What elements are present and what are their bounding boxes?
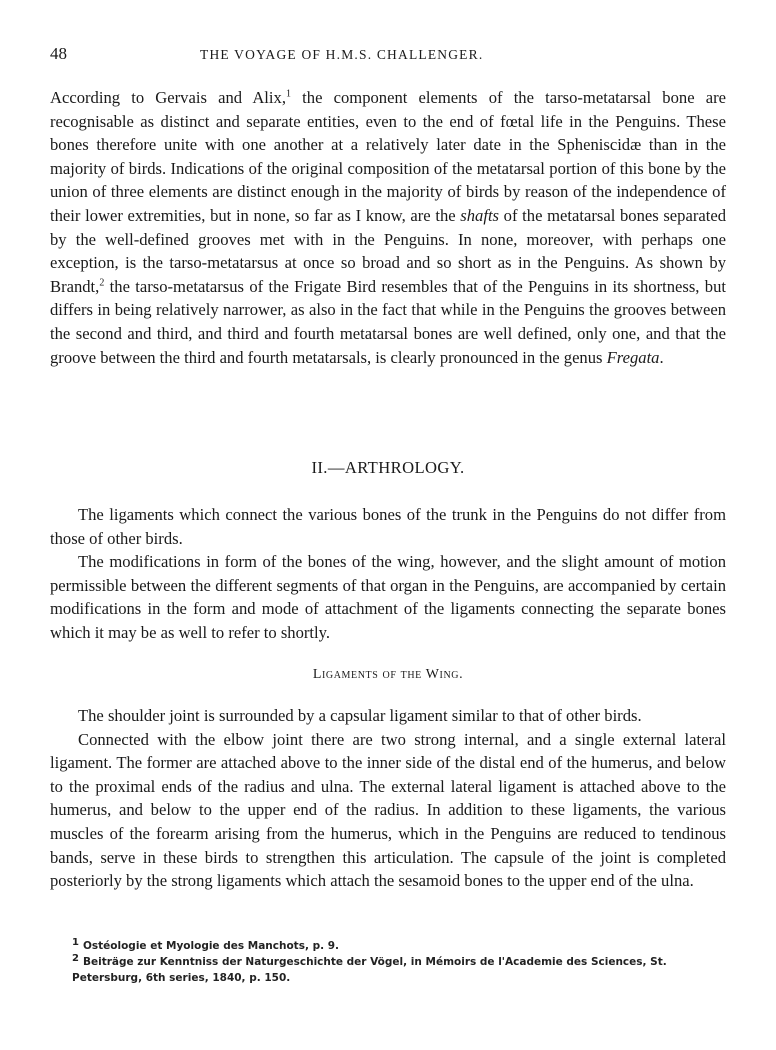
footnote-text: Ostéologie et Myologie des Manchots, p. 9.	[82, 940, 340, 952]
section-heading-arthrology: II.—ARTHROLOGY.	[311, 458, 465, 477]
arthrology-paragraph-1: The ligaments which connect the various bones of the trunk in the Penguins do not differ from those of other birds.	[50, 505, 726, 548]
arthrology-paragraph-2: The modifications in form of the bones of the wing, however, and the slight amount of motion permissible between the different segments of that organ in the Penguins, are accompanied by certain modifications in the form and mode of attachment of the ligaments connecting the separate bones which it may be as well to refer to shortly.	[50, 552, 726, 642]
running-head	[50, 44, 726, 68]
footnote-mark: 2	[72, 952, 79, 964]
italic-term-shafts: shafts	[460, 205, 500, 225]
arthrology-section	[50, 503, 726, 645]
ligaments-paragraph-1: The shoulder joint is surrounded by a capsular ligament similar to that of other birds.	[78, 706, 642, 725]
page-number: 48	[50, 44, 67, 63]
ligaments-section	[50, 704, 726, 893]
text-run: .	[659, 347, 664, 367]
text-run: the component elements of the tarso-metatarsal bone are recognisable as distinct and separate entities, even to the end of fœtal life in the Penguins. These bones therefore unite with one another at a relatively later date in the Spheniscidæ than in the majority of birds. Indications of the original composition of the metatarsal portion of this bone by the union of three elements are distinct enough in the majority of birds by reason of the independence of their lower extremities, but in none, so far as I know, are the	[50, 88, 726, 225]
osteology-section	[50, 86, 726, 369]
subsection-heading-ligaments: Ligaments of the Wing.	[312, 667, 464, 682]
footnote-mark: 1	[72, 936, 79, 948]
footnotes	[50, 938, 726, 986]
text-run: the tarso-metatarsus of the Frigate Bird resembles that of the Penguins in its shortness, but differs in being relatively narrower, as also in the fact that while in the Penguins the grooves between the second and third, and third and fourth metatarsal bones are well defined, only one, and that the groove between the third and fourth metatarsals, is clearly pronounced in the genus	[50, 276, 726, 367]
running-title: THE VOYAGE OF H.M.S. CHALLENGER.	[200, 47, 484, 62]
footnote-2	[50, 954, 726, 986]
italic-genus-fregata: Fregata	[606, 347, 660, 367]
footnote-text: Beiträge zur Kenntniss der Naturgeschichte der Vögel, in Mémoirs de l'Academie des Sciences, St. Petersburg, 6th series, 1840, p. 150.	[72, 956, 667, 984]
text-run: of the metatarsal bones separated by the well-defined grooves met with in the Penguins. In none, moreover, with perhaps one exception, is the tarso-metatarsus at once so broad and so short as in the Penguins. As shown by Brandt,	[50, 205, 727, 296]
footnote-ref-1: 1	[285, 88, 291, 100]
text-run: According to Gervais and Alix,	[50, 88, 286, 107]
footnote-1	[50, 938, 726, 954]
osteology-paragraph	[50, 86, 726, 369]
ligaments-paragraph-2: Connected with the elbow joint there are two strong internal, and a single external lateral ligament. The former are attached above to the inner side of the distal end of the humerus, and below to the proximal ends of the radius and ulna. The external lateral ligament is attached above to the humerus, and below to the upper end of the radius. In addition to these ligaments, the various muscles of the forearm arising from the humerus, which in the Penguins are reduced to tendinous bands, serve in these birds to strengthen this articulation. The capsule of the joint is completed posteriorly by the strong ligaments which attach the sesamoid bones to the upper end of the ulna.	[50, 729, 726, 891]
footnote-ref-2: 2	[99, 277, 105, 289]
